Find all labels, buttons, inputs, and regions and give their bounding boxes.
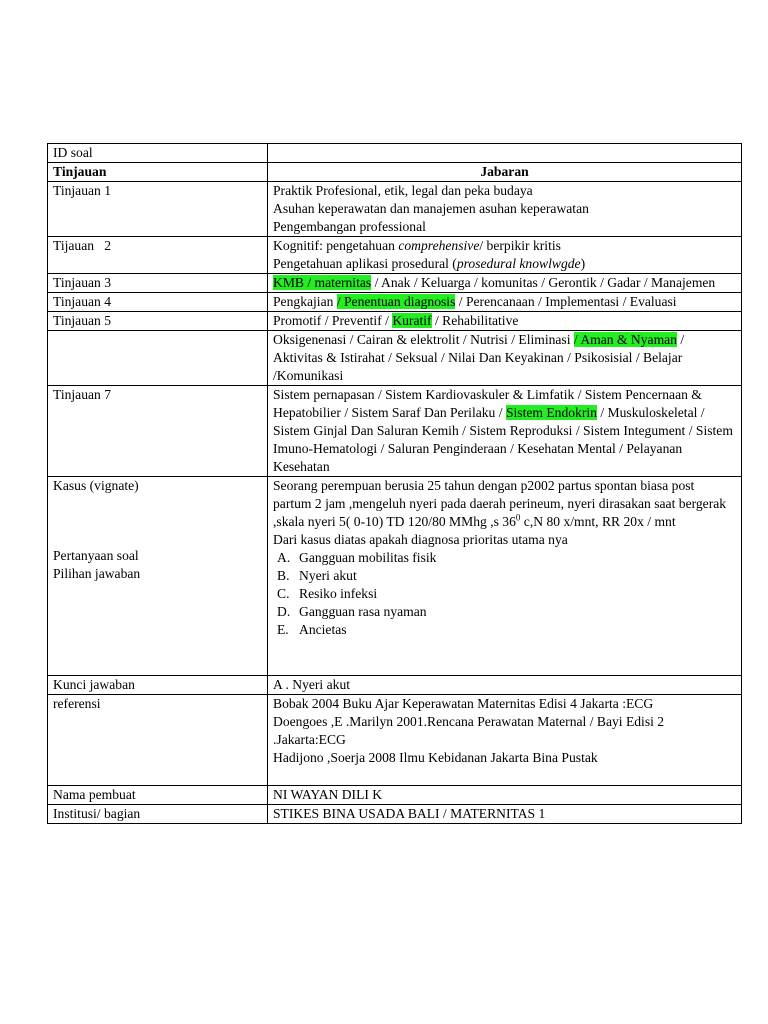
row-tinjauan-3 [48,274,742,293]
answer-option [273,585,736,603]
referensi-content [268,695,742,786]
spacer [273,767,736,785]
highlight-diagnosis: / Penentuan diagnosis [336,294,456,309]
option-text: Gangguan mobilitas fisik [299,550,437,565]
row-tinjauan-6 [48,331,742,386]
question-text: Dari kasus diatas apakah diagnosa prioritas utama nya [273,532,568,547]
row-kasus [48,477,742,676]
pilihan-label: Pilihan jawaban [53,566,141,581]
spacer [53,495,262,547]
tinjauan-2-line-2 [273,255,736,273]
text: c,N 80 x/mnt, RR 20x / mnt [520,514,676,529]
tinjauan-1-label: Tinjauan 1 [48,182,268,237]
highlight-kuratif: Kuratif [392,313,432,328]
row-tinjauan-5 [48,312,742,331]
id-soal-label: ID soal [48,144,268,163]
spacer [273,639,736,675]
row-header [48,163,742,182]
pembuat-value: NI WAYAN DILI K [268,786,742,805]
highlight-aman-nyaman: / Aman & Nyaman [573,332,677,347]
text: Oksigenenasi / Cairan & elektrolit / Nutrisi / Eliminasi [273,332,574,347]
row-pembuat [48,786,742,805]
tinjauan-6-content [268,331,742,386]
tinjauan-3-label: Tinjauan 3 [48,274,268,293]
option-letter: A. [277,550,291,565]
tinjauan-2-content [268,237,742,274]
tinjauan-1-line: Pengembangan professional [273,219,426,234]
tinjauan-4-label: Tinjauan 4 [48,293,268,312]
row-id-soal [48,144,742,163]
option-letter: D. [277,604,291,619]
tinjauan-5-content [268,312,742,331]
highlight-maternitas: / maternitas [303,275,372,290]
tinjauan-1-line: Praktik Profesional, etik, legal dan peka budaya [273,183,533,198]
row-tinjauan-2 [48,237,742,274]
highlight-endokrin: Sistem Endokrin [505,405,597,420]
referensi-label: referensi [48,695,268,786]
kasus-labels [48,477,268,676]
text: Seorang perempuan berusia 25 tahun dengan p2002 partus spontan biasa post partum 2 jam ,mengeluh nyeri pada daerah perineum, nyeri dirasakan saat bergerak ,skala nyeri 5( 0-10) TD 120/80 MMhg ,s 36 [273,478,727,529]
pertanyaan-label: Pertanyaan soal [53,548,139,563]
text: / Rehabilitative [431,313,519,328]
kunci-value: A . Nyeri akut [268,676,742,695]
row-tinjauan-4 [48,293,742,312]
referensi-line: Bobak 2004 Buku Ajar Keperawatan Maternitas Edisi 4 Jakarta :ECG [273,696,654,711]
institusi-value: STIKES BINA USADA BALI / MATERNITAS 1 [268,805,742,824]
text: Kognitif: pengetahuan [273,238,399,253]
tinjauan-3-content [268,274,742,293]
institusi-label: Institusi/ bagian [48,805,268,824]
tinjauan-6-label [48,331,268,386]
text: ) [580,256,586,271]
tinjauan-5-label: Tinjauan 5 [48,312,268,331]
answer-option [273,567,736,585]
answer-option [273,603,736,621]
referensi-line: Hadijono ,Soerja 2008 Ilmu Kebidanan Jakarta Bina Pustak [273,750,598,765]
text: / Perencanaan / Implementasi / Evaluasi [455,294,677,309]
highlight-kmb: KMB [273,275,304,290]
answer-options [273,549,736,639]
option-text: Nyeri akut [299,568,357,583]
pembuat-label: Nama pembuat [48,786,268,805]
option-letter: E. [277,622,289,637]
header-tinjauan: Tinjauan [48,163,268,182]
text: Pengkajian [273,294,337,309]
kasus-content [268,477,742,676]
row-institusi [48,805,742,824]
header-jabaran: Jabaran [268,163,742,182]
answer-option [273,549,736,567]
option-text: Gangguan rasa nyaman [299,604,427,619]
option-text: Resiko infeksi [299,586,378,601]
row-kunci [48,676,742,695]
option-text: Ancietas [299,622,347,637]
superscript: 0 [515,512,521,523]
text: / Muskuloskeletal / Sistem Ginjal Dan Saluran Kemih / Sistem Reproduksi / Sistem Integument / Sistem Imuno-Hematologi / Saluran Penginderaan / Kesehatan Mental / Pelayanan Kesehatan [273,405,733,474]
id-soal-value [268,144,742,163]
tinjauan-7-label: Tinjauan 7 [48,386,268,477]
row-tinjauan-7 [48,386,742,477]
italic-text: comprehensive [398,238,480,253]
vignette-text [273,477,736,531]
tinjauan-1-line: Asuhan keperawatan dan manajemen asuhan keperawatan [273,201,589,216]
question-table [47,143,742,824]
kunci-label: Kunci jawaban [48,676,268,695]
tinjauan-2-line-1 [273,237,736,255]
tinjauan-2-label: Tijauan 2 [48,237,268,274]
row-referensi [48,695,742,786]
kasus-label: Kasus (vignate) [53,478,139,493]
text: / Anak / Keluarga / komunitas / Gerontik / Gadar / Manajemen [371,275,716,290]
answer-option [273,621,736,639]
text: Promotif / Preventif / [273,313,393,328]
row-tinjauan-1 [48,182,742,237]
tinjauan-7-content [268,386,742,477]
option-letter: C. [277,586,290,601]
text: Pengetahuan aplikasi prosedural ( [273,256,457,271]
option-letter: B. [277,568,290,583]
italic-text: prosedural knowlwgde [456,256,581,271]
text: Sistem pernapasan / Sistem Kardiovaskuler & Limfatik / Sistem Pencernaan & Hepatobilier / Sistem Saraf Dan Perilaku / [273,387,702,420]
text: / berpikir kritis [479,238,561,253]
tinjauan-4-content [268,293,742,312]
referensi-line: Doengoes ,E .Marilyn 2001.Rencana Perawatan Maternal / Bayi Edisi 2 .Jakarta:ECG [273,714,665,747]
text: / Aktivitas & Istirahat / Seksual / Nilai Dan Keyakinan / Psikosisial / Belajar /Komunikasi [273,332,685,383]
tinjauan-1-content [268,182,742,237]
